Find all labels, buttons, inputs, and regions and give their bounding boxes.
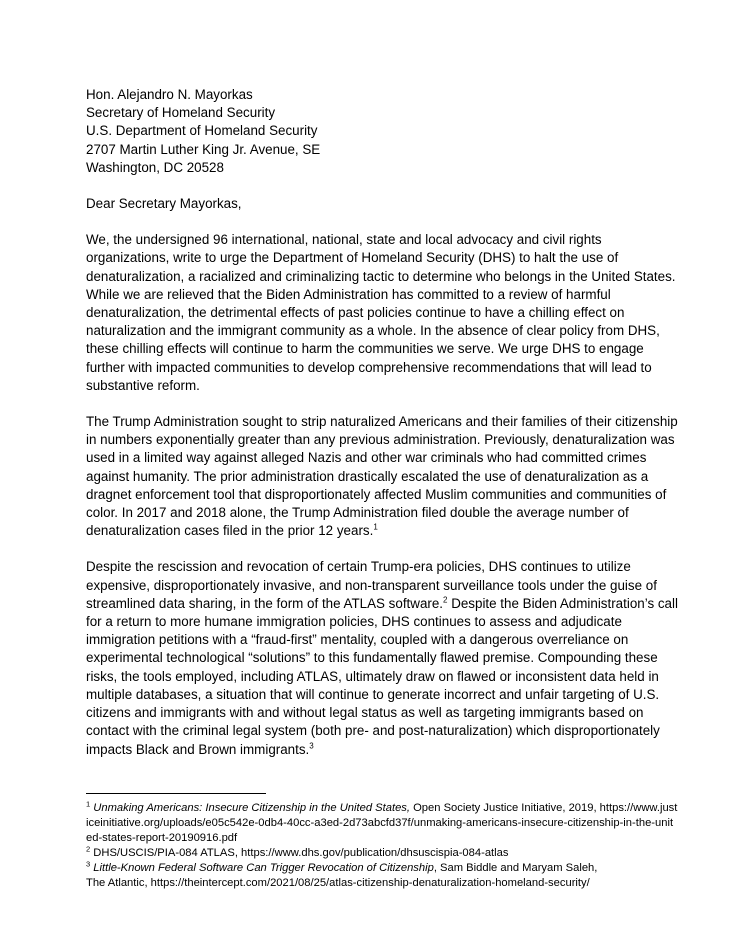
footnotes — [86, 801, 678, 892]
paragraph-3-text-b: Despite the Biden Administration’s call for a return to more humane immigration policies, DHS continues to assess and adjudicate immigration petitions with a “fraud-first” mentality, coupled with a dangerous overreliance on experimental technological “solutions” to this fundamentally flawed premise. Compounding these risks, the tools employed, including ATLAS, ultimately draw on flawed or inconsistent data held in multiple databases, a situation that will continue to generate incorrect and unfair targeting of U.S. citizens and immigrants with and without legal status as well as targeting immigrants based on contact with the criminal legal system (both pre- and post-naturalization) which disproportionately impacts Black and Brown immigrants. — [86, 595, 678, 757]
footnote-number: 2 — [86, 844, 91, 854]
footnote-number: 3 — [86, 859, 91, 869]
paragraph-3 — [86, 558, 678, 758]
footnote-ref-2[interactable]: 2 — [443, 595, 448, 605]
footnote-1-source: Open Society Justice Initiative, 2019, — [410, 802, 597, 814]
footnote-1-title: Unmaking Americans: Insecure Citizenship in the United States, — [93, 802, 410, 814]
footnote-1-link[interactable]: https://www.justiceinitiative.org/uploads/e05c542e-0db4-40cc-a3ed-2d73abcfd37f/unmaking-americans-insecure-citizenship-in-the-united-states-report-20190916.pdf — [86, 802, 678, 845]
address-line: U.S. Department of Homeland Security — [86, 123, 318, 139]
paragraph-1-text: We, the undersigned 96 international, national, state and local advocacy and civil rights organizations, write to urge the Department of Homeland Security (DHS) to halt the use of denaturalization, a racialized and criminalizing tactic to determine who belongs in the United States. While we are relieved that the Biden Administration has committed to a review of harmful denaturalization, the detrimental effects of past policies continue to have a chilling effect on naturalization and the immigrant community as a whole. In the absence of clear policy from DHS, these chilling effects will continue to harm the communities we serve. We urge DHS to engage further with impacted communities to develop comprehensive recommendations that will lead to substantive reform. — [86, 232, 676, 393]
letter-body — [86, 86, 678, 759]
paragraph-2-text: The Trump Administration sought to strip naturalized Americans and their families of their citizenship in numbers exponentially greater than any previous administration. Previously, denaturalization was used in a limited way against alleged Nazis and other war criminals who had committed crimes against humanity. The prior administration drastically escalated the use of denaturalization as a dragnet enforcement tool that disproportionately affected Muslim communities and communities of color. In 2017 and 2018 alone, the Trump Administration filed double the average number of denaturalization cases filed in the prior 12 years. — [86, 414, 678, 539]
footnote-2-text[interactable]: DHS/USCIS/PIA-084 ATLAS, https://www.dhs.gov/publication/dhsuscispia-084-atlas — [93, 847, 509, 860]
address-line: Hon. Alejandro N. Mayorkas — [86, 87, 253, 102]
footnote-2 — [86, 846, 678, 861]
footnote-1 — [86, 801, 678, 846]
footnote-ref-3[interactable]: 3 — [309, 741, 314, 751]
address-line: Washington, DC 20528 — [86, 159, 224, 175]
footnote-3-authors: , Sam Biddle and Maryam Saleh, — [433, 862, 598, 875]
footnote-3 — [86, 861, 678, 891]
footnote-divider — [86, 793, 266, 794]
footnote-number: 1 — [86, 799, 91, 809]
address-line: Secretary of Homeland Security — [86, 105, 276, 121]
address-line: 2707 Martin Luther King Jr. Avenue, SE — [86, 141, 321, 157]
footnote-ref-1[interactable]: 1 — [373, 522, 378, 532]
salutation: Dear Secretary Mayorkas, — [86, 196, 242, 212]
footnote-3-link[interactable]: The Atlantic, https://theintercept.com/2021/08/25/atlas-citizenship-denaturalization-homeland-security/ — [86, 877, 590, 890]
footnote-3-title: Little-Known Federal Software Can Trigger Revocation of Citizenship — [93, 862, 434, 875]
recipient-address — [86, 86, 678, 177]
paragraph-1 — [86, 231, 678, 395]
paragraph-2 — [86, 413, 678, 540]
paragraph-3-text-a: Despite the rescission and revocation of certain Trump-era policies, DHS continues to utilize expensive, disproportionately invasive, and non-transparent surveillance tools under the guise of streamlined data sharing, in the form of the ATLAS software. — [86, 559, 657, 611]
